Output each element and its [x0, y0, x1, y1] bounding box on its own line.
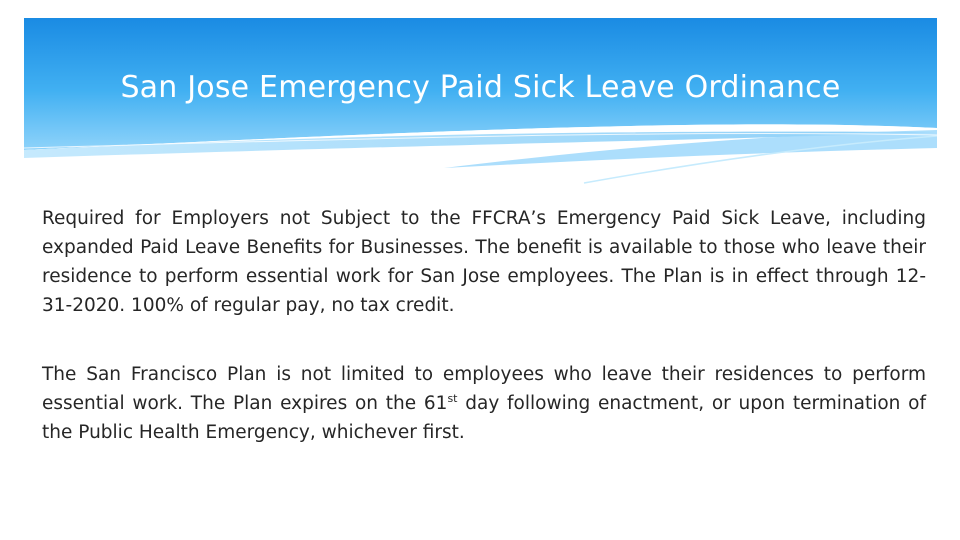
paragraph-san-jose: Required for Employers not Subject to the FFCRA’s Emergency Paid Sick Leave, including expanded Paid Leave Benefits for Businesses. The benefit is available to those who leave their residence to perform essential work for San Jose employees. The Plan is in effect through 12-31-2020. 100% of regular pay, no tax credit.	[42, 208, 926, 316]
paragraph-san-francisco	[42, 360, 926, 447]
paragraph-san-francisco-start: The San Francisco Plan is not limited to employees who leave their residences to perform essential work. The Plan expires on the 61	[42, 364, 926, 414]
slide-title: San Jose Emergency Paid Sick Leave Ordinance	[120, 70, 841, 105]
paragraph-san-francisco-end: day following enactment, or upon termination of the Public Health Emergency, whichever first.	[42, 393, 926, 443]
title-banner	[24, 18, 937, 193]
banner-background	[24, 18, 937, 193]
body-text	[42, 204, 926, 447]
ordinal-superscript: st	[447, 392, 458, 405]
